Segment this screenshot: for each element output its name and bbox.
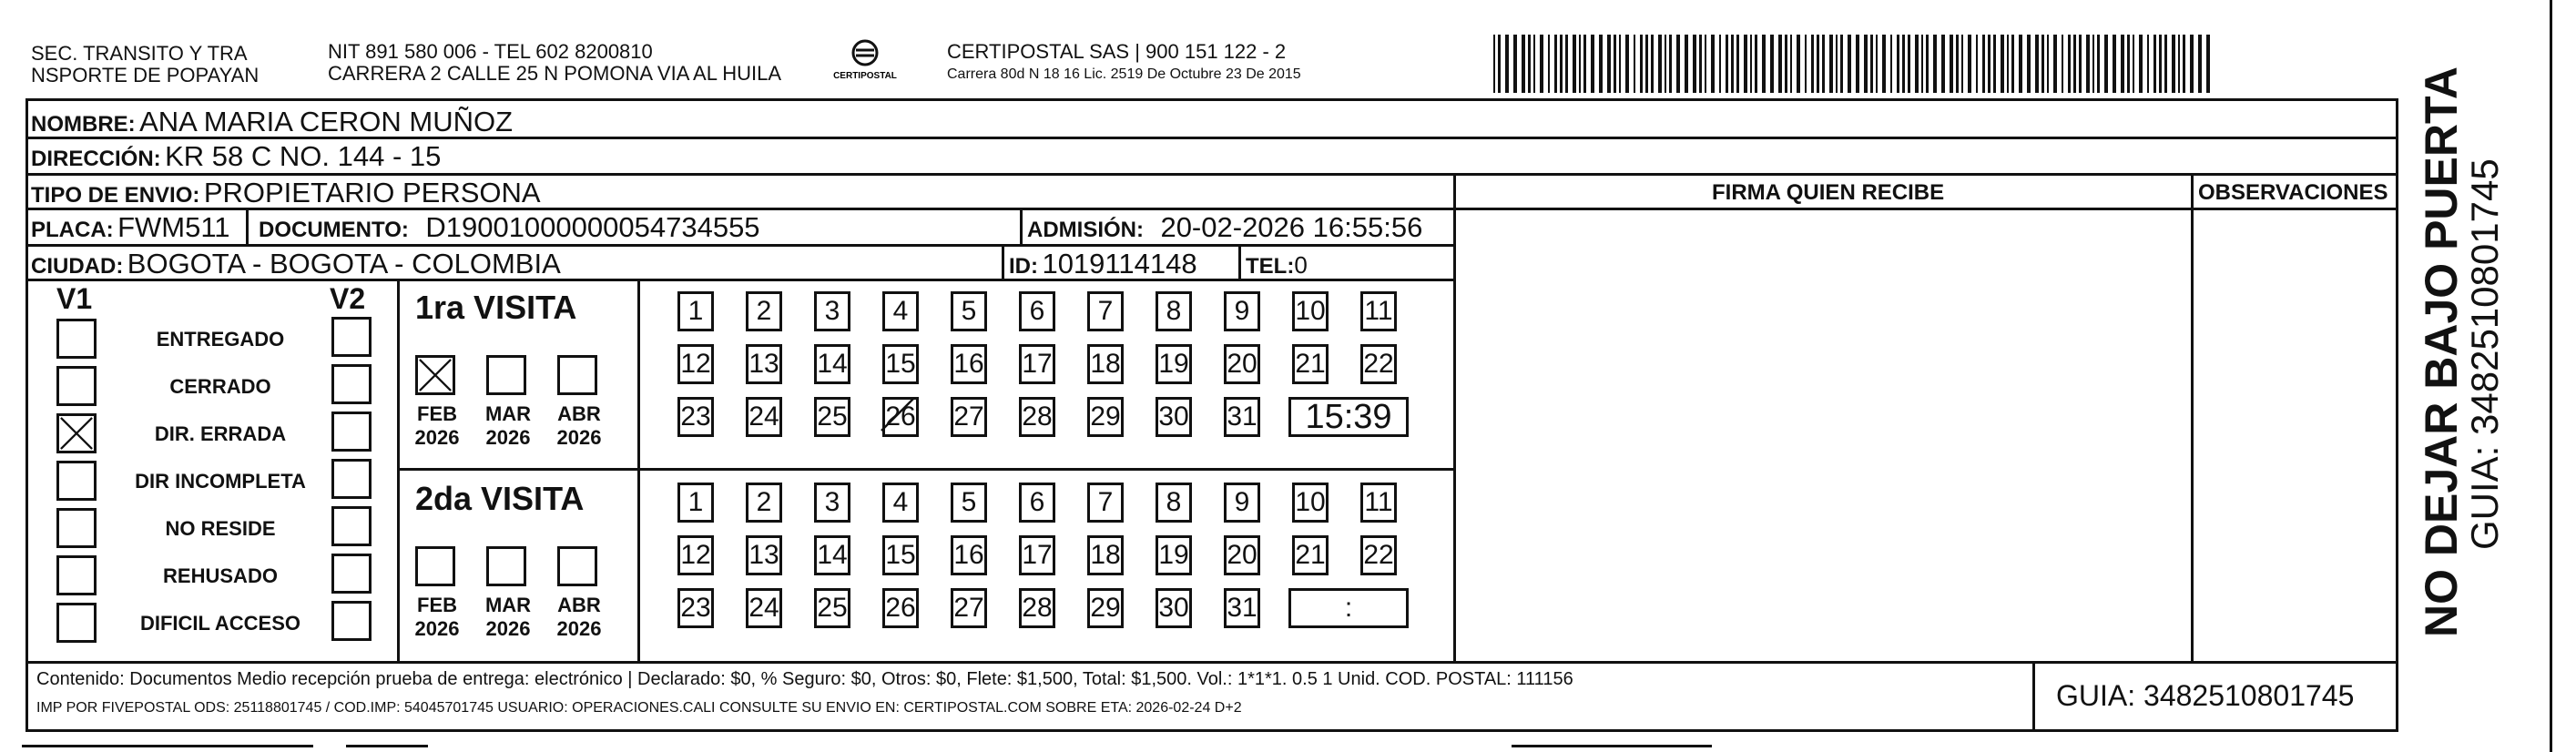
barcode-bar [1640,35,1643,93]
v1-checkbox[interactable] [56,319,97,359]
tel-value: 0 [1294,251,1308,279]
barcode-bar [1522,35,1525,93]
tipo-row [31,178,541,207]
day-box[interactable]: 1 [677,291,714,331]
year-label: 2026 [414,617,460,640]
day-box[interactable]: 7 [1087,291,1124,331]
month-checkbox[interactable] [486,355,526,395]
certipostal-logo [829,36,901,87]
day-box[interactable]: 19 [1156,344,1192,384]
barcode-bar [2104,35,2108,93]
day-box[interactable]: 30 [1156,397,1192,437]
barcode-bar [2159,35,2162,93]
day-box[interactable]: 4 [882,291,919,331]
barcode-bar [1797,35,1800,93]
direccion-value: KR 58 C NO. 144 - 15 [165,140,442,172]
day-box[interactable]: 15 [882,344,919,384]
month-label: ABR [557,594,601,616]
tipo-value: PROPIETARIO PERSONA [203,177,541,208]
v2-checkbox[interactable] [331,554,372,594]
status-label: DIR. ERRADA [154,422,287,445]
barcode-bar [2007,35,2009,93]
barcode-bar [1705,35,1706,93]
status-label: DIR INCOMPLETA [135,470,306,493]
carrier-address: Carrera 80d N 18 16 Lic. 2519 De Octubre 23 De 2015 [947,66,1301,82]
day-box[interactable]: 27 [951,397,987,437]
barcode-bar [1711,35,1715,93]
day-box[interactable]: 3 [814,483,850,523]
barcode-bar [2198,35,2202,93]
barcode-bar [2121,35,2124,93]
v1-label: V1 [56,282,93,315]
day-box[interactable]: 14 [814,535,850,575]
day-box[interactable]: 4 [882,483,919,523]
sender-line-1: SEC. TRANSITO Y TRA [31,42,248,65]
admision-value: 20-02-2026 16:55:56 [1160,211,1423,243]
barcode-bar [2147,35,2149,93]
barcode-bar [1950,35,1953,93]
day-box[interactable]: 2 [746,483,782,523]
footer-guia: GUIA: 3482510801745 [2056,679,2355,712]
day-box[interactable]: 3 [814,291,850,331]
status-label: ENTREGADO [156,328,285,351]
month-label: FEB [417,402,457,425]
barcode-bar [1658,35,1662,93]
barcode-bar [1921,35,1923,93]
barcode-bar [1726,35,1728,93]
barcode-bar [1864,35,1868,93]
barcode-bar [2183,35,2185,93]
v2-checkbox[interactable] [331,412,372,452]
barcode-bar [1988,35,1991,93]
day-box[interactable]: 6 [1019,483,1055,523]
observaciones-header: OBSERVACIONES [2198,180,2388,205]
barcode-bar [1599,35,1603,93]
year-label: 2026 [485,617,531,640]
v1-checkbox[interactable] [56,603,97,643]
barcode-bar [1933,35,1937,93]
barcode-bar [2053,35,2057,93]
v2-checkbox[interactable] [331,317,372,357]
ciudad-label: CIUDAD: [31,254,124,279]
barcode-bar [1778,35,1782,93]
v1-checkbox[interactable] [56,508,97,548]
day-box[interactable]: 9 [1224,483,1260,523]
side-guia: GUIA: 3482510801745 [2463,158,2506,550]
barcode-bar [2068,35,2071,93]
barcode-bar [1607,35,1611,93]
id-value: 1019114148 [1042,248,1197,279]
first-visit-time[interactable]: 15:39 [1288,397,1409,437]
barcode-bar [1573,35,1576,93]
barcode-bar [1731,35,1734,93]
barcode-bar [1976,35,1978,93]
barcode-bar [1719,35,1721,93]
barcode-bar [1956,35,1959,93]
barcode-bar [1836,35,1838,93]
v1-checkbox[interactable] [56,413,97,453]
day-box[interactable]: 18 [1087,535,1124,575]
day-box[interactable]: 25 [814,588,850,628]
barcode-bar [1676,35,1680,93]
barcode-bar [2139,35,2143,93]
nombre-value: ANA MARIA CERON MUÑOZ [139,106,514,137]
svg-text:CERTIPOSTAL: CERTIPOSTAL [833,71,897,81]
barcode-bar [1750,35,1752,93]
barcode-bar [2092,35,2094,93]
day-box[interactable]: 12 [677,344,714,384]
barcode-bar [1941,35,1945,93]
month-checkbox[interactable] [486,546,526,586]
month-label: MAR [484,402,532,425]
barcode-bar [2079,35,2082,93]
year-label: 2026 [414,426,460,449]
barcode-bar [1560,35,1563,93]
day-box[interactable]: 8 [1156,291,1192,331]
side-text [2416,66,2528,637]
nombre-label: NOMBRE: [31,112,136,137]
status-label: CERRADO [169,375,271,398]
barcode-bar [1565,35,1568,93]
day-box[interactable]: 9 [1224,291,1260,331]
day-box[interactable]: 1 [677,483,714,523]
id-label: ID: [1009,254,1038,279]
barcode-bar [1770,35,1774,93]
barcode-bar [1902,35,1905,93]
barcode-bar [1785,35,1787,93]
day-box[interactable]: 27 [951,588,987,628]
day-box[interactable]: 11 [1360,291,1397,331]
day-box[interactable]: 31 [1224,588,1260,628]
barcode-bar [1583,35,1586,93]
month-checkbox[interactable] [557,355,597,395]
barcode-bar [1840,35,1843,93]
barcode-bar [1669,35,1672,93]
carrier-name: CERTIPOSTAL SAS | 900 151 122 - 2 [947,40,1287,63]
barcode-bar [1665,35,1666,93]
tel-label: TEL: [1246,254,1295,279]
barcode-bar [2178,35,2180,93]
barcode-bar [1736,35,1739,93]
day-box[interactable]: 16 [951,535,987,575]
admision-label: ADMISIÓN: [1027,218,1144,242]
barcode-bar [1579,35,1581,93]
side-warning: NO DEJAR BAJO PUERTA [2416,66,2467,637]
v2-checkbox[interactable] [331,506,372,546]
v2-checkbox[interactable] [331,459,372,499]
documento-label: DOCUMENTO: [259,218,409,242]
day-box[interactable]: 16 [951,344,987,384]
barcode-bar [1908,35,1910,93]
barcode-bar [1856,35,1859,93]
direccion-label: DIRECCIÓN: [31,147,161,171]
id-row [1009,249,1197,278]
barcode-bar [1890,35,1892,93]
day-box[interactable]: 13 [746,344,782,384]
day-box[interactable]: 11 [1360,483,1397,523]
day-box[interactable]: 26 [882,588,919,628]
day-box[interactable]: 6 [1019,291,1055,331]
tel-row [1246,253,1308,278]
barcode-bar [2113,35,2116,93]
barcode-bar [1699,35,1702,93]
month-checkbox[interactable] [557,546,597,586]
day-box[interactable]: 21 [1292,535,1329,575]
day-box[interactable]: 12 [677,535,714,575]
second-visit-time[interactable]: : [1288,588,1409,628]
day-box[interactable]: 17 [1019,535,1055,575]
barcode-bar [2035,35,2039,93]
barcode-bar [1811,35,1814,93]
ciudad-value: BOGOTA - BOGOTA - COLOMBIA [127,248,561,279]
day-box[interactable]: 15 [882,535,919,575]
barcode-bar [1591,35,1594,93]
day-box[interactable]: 26 [882,397,919,437]
v2-checkbox[interactable] [331,364,372,404]
day-box[interactable]: 5 [951,291,987,331]
barcode-bar [2164,35,2167,93]
day-box[interactable]: 20 [1224,535,1260,575]
barcode-bar [1505,35,1509,93]
barcode-bar [2133,35,2134,93]
day-box[interactable]: 22 [1360,344,1397,384]
day-box[interactable]: 31 [1224,397,1260,437]
barcode-bar [2086,35,2090,93]
year-label: 2026 [556,426,602,449]
barcode-bar [1614,35,1616,93]
day-box[interactable]: 20 [1224,344,1260,384]
barcode-bar [1790,35,1792,93]
day-box[interactable]: 21 [1292,344,1329,384]
barcode-bar [2153,35,2156,93]
barcode-bar [1625,35,1629,93]
day-box[interactable]: 23 [677,397,714,437]
barcode-bar [1755,35,1757,93]
barcode-bar [1685,35,1688,93]
sender-address: CARRERA 2 CALLE 25 N POMONA VIA AL HUILA [328,62,782,85]
day-box[interactable]: 24 [746,397,782,437]
day-box[interactable]: 14 [814,344,850,384]
footer-imp: IMP POR FIVEPOSTAL ODS: 25118801745 / COD.IMP: 54045701745 USUARIO: OPERACIONES.CALI CONSULTE SU ENVIO EN: CERTIPOSTAL.COM SOBRE ETA: 2026-02-24 D+2 [36,700,1242,716]
ciudad-row [31,249,561,278]
day-box[interactable]: 13 [746,535,782,575]
barcode-bar [2127,35,2130,93]
status-label: DIFICIL ACCESO [139,612,300,635]
barcode-bar [1822,35,1825,93]
barcode-bar [2011,35,2014,93]
barcode-bar [1619,35,1621,93]
v2-label: V2 [330,282,366,315]
barcode-bar [2062,35,2063,93]
barcode-bar [1554,35,1557,93]
barcode-bar [2172,35,2175,93]
month-checkbox[interactable] [415,355,455,395]
day-box[interactable]: 7 [1087,483,1124,523]
day-box[interactable]: 22 [1360,535,1397,575]
footer-contenido: Contenido: Documentos Medio recepción prueba de entrega: electrónico | Declarado: $0, % Seguro: $0, Otros: $0, Flete: $1,500, Total: $1,500. Vol.: 1*1*1. 0.5 1 Unid. COD. POSTAL: 111156 [36,669,1573,689]
firma-header: FIRMA QUIEN RECIBE [1712,180,1945,205]
year-label: 2026 [556,617,602,640]
documento-row [259,213,760,241]
day-box[interactable]: 10 [1292,291,1329,331]
day-box[interactable]: 5 [951,483,987,523]
barcode-bar [1493,35,1495,93]
day-box[interactable]: 25 [814,397,850,437]
placa-row [31,213,230,241]
day-box[interactable]: 28 [1019,397,1055,437]
barcode-bar [1533,35,1535,93]
month-checkbox[interactable] [415,546,455,586]
barcode-bar [2190,35,2194,93]
day-box[interactable]: 29 [1087,397,1124,437]
sender-line-2: NSPORTE DE POPAYAN [31,64,260,86]
barcode-bar [2047,35,2049,93]
month-label: MAR [484,594,532,616]
barcode-bar [2041,35,2044,93]
barcode-bar [1870,35,1873,93]
status-label: NO RESIDE [165,517,276,540]
barcode-bar [1915,35,1919,93]
placa-label: PLACA: [31,218,114,242]
barcode-bar [1548,35,1550,93]
barcode-bar [1993,35,1996,93]
v1-checkbox[interactable] [56,555,97,595]
direccion-row [31,142,441,170]
day-box[interactable]: 10 [1292,483,1329,523]
day-box[interactable]: 18 [1087,344,1124,384]
barcode-bar [1876,35,1878,93]
barcode-bar [2073,35,2076,93]
barcode [1493,35,2222,93]
barcode-bar [2097,35,2100,93]
nombre-row [31,107,513,136]
barcode-bar [2019,35,2022,93]
v1-checkbox[interactable] [56,461,97,501]
barcode-bar [1540,35,1543,93]
second-visit-title: 2da VISITA [415,480,585,517]
day-box[interactable]: 23 [677,588,714,628]
documento-value: D19001000000054734555 [425,211,760,243]
barcode-bar [2001,35,2004,93]
year-label: 2026 [485,426,531,449]
barcode-bar [1498,35,1501,93]
barcode-bar [1651,35,1654,93]
barcode-bar [1513,35,1517,93]
barcode-bar [2206,35,2210,93]
admision-row [1027,213,1422,241]
barcode-bar [1829,35,1833,93]
v2-checkbox[interactable] [331,601,372,641]
day-box[interactable]: 29 [1087,588,1124,628]
first-visit-title: 1ra VISITA [415,289,577,326]
barcode-bar [1744,35,1747,93]
placa-value: FWM511 [117,211,230,243]
barcode-bar [1634,35,1635,93]
barcode-bar [1926,35,1929,93]
barcode-bar [1693,35,1696,93]
barcode-bar [1528,35,1531,93]
barcode-bar [2027,35,2031,93]
tipo-label: TIPO DE ENVIO: [31,183,200,208]
barcode-bar [1817,35,1819,93]
day-box[interactable]: 8 [1156,483,1192,523]
barcode-bar [1882,35,1886,93]
day-box[interactable]: 28 [1019,588,1055,628]
day-box[interactable]: 30 [1156,588,1192,628]
v1-checkbox[interactable] [56,366,97,406]
sender-nit: NIT 891 580 006 - TEL 602 8200810 [328,40,653,63]
day-box[interactable]: 2 [746,291,782,331]
barcode-bar [1982,35,1985,93]
month-label: FEB [417,594,457,616]
barcode-bar [1961,35,1963,93]
barcode-bar [1897,35,1899,93]
status-label: REHUSADO [163,564,278,587]
day-box[interactable]: 19 [1156,535,1192,575]
barcode-bar [1968,35,1971,93]
month-label: ABR [557,402,601,425]
day-box[interactable]: 24 [746,588,782,628]
barcode-bar [1762,35,1766,93]
day-box[interactable]: 17 [1019,344,1055,384]
barcode-bar [1645,35,1648,93]
barcode-bar [1805,35,1807,93]
barcode-bar [1848,35,1851,93]
